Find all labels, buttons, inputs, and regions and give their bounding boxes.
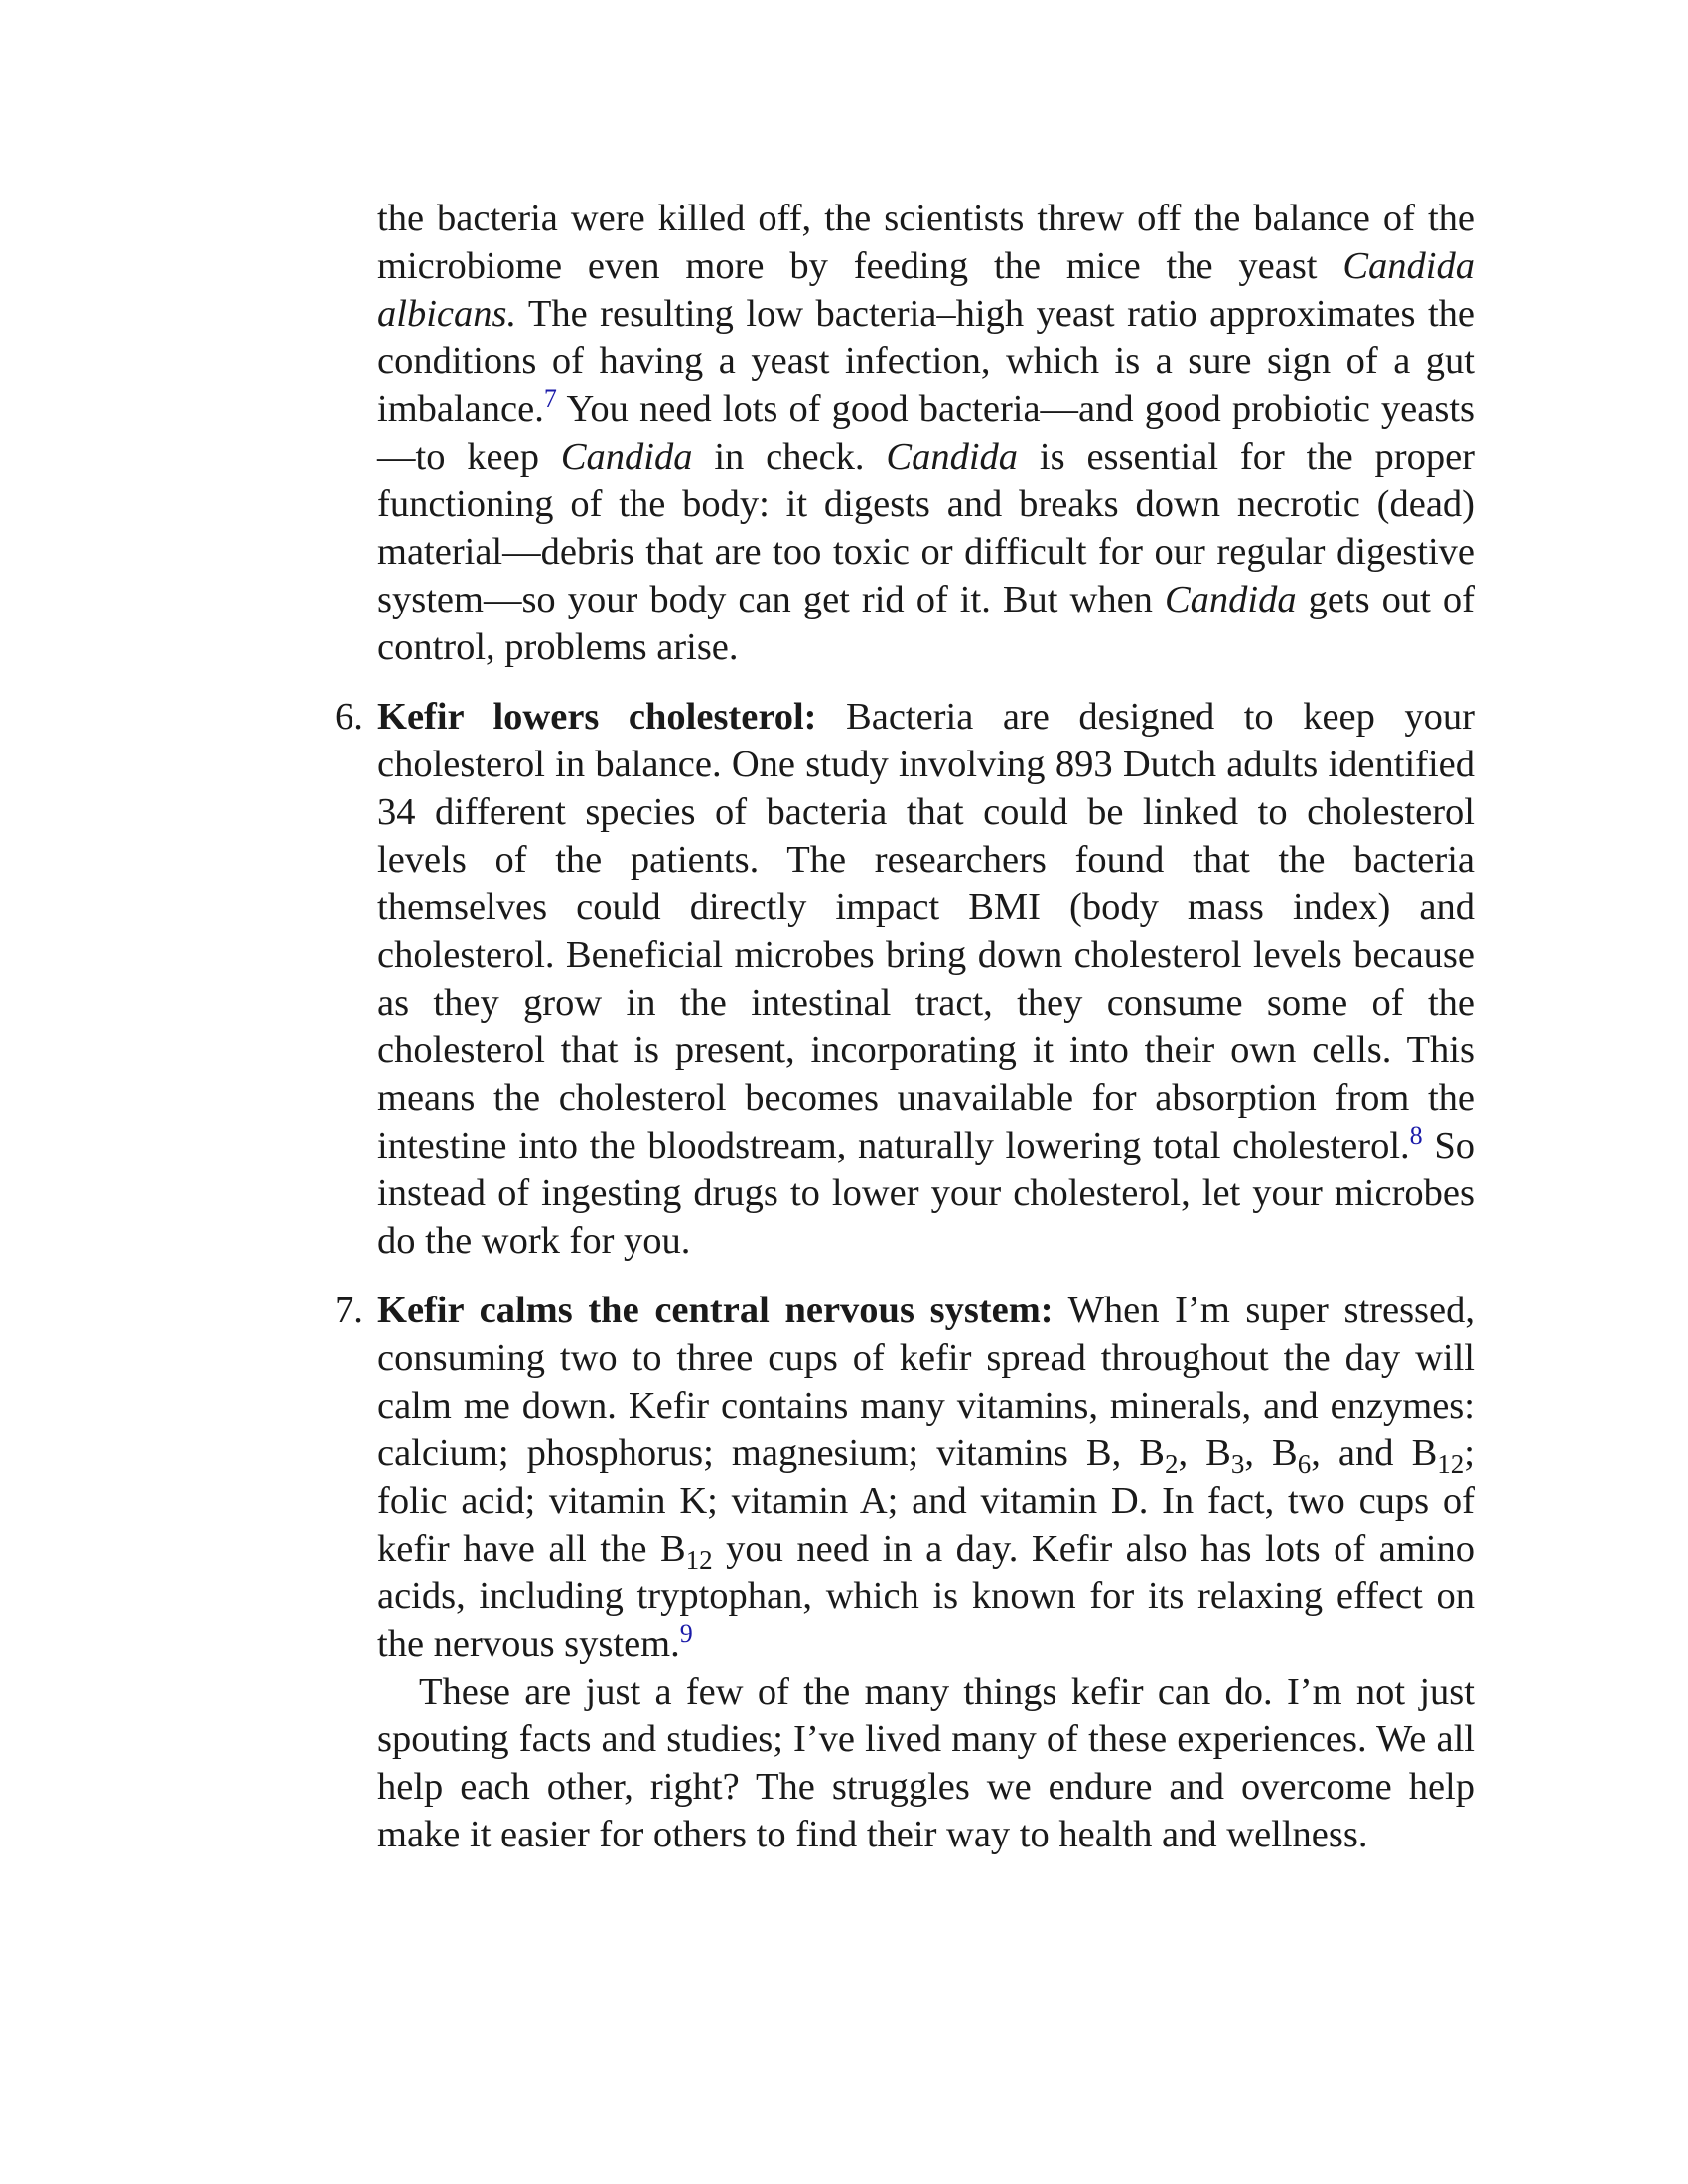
text-run: , B [1178, 1433, 1231, 1474]
text-run: gets out of control, problems arise. [377, 579, 1475, 668]
subscript: 3 [1230, 1449, 1245, 1479]
italic-species-name: Candida albicans. [377, 245, 1475, 335]
text-run: The resulting low bacteria–high yeast ratio approximates the conditions of having a yeast infection, which is a sure sign of a gut imbalance. [377, 293, 1475, 430]
text-run: in check. [692, 436, 887, 478]
text-run: , and B [1311, 1433, 1438, 1474]
italic-species-name: Candida [1164, 579, 1297, 620]
text-run: the bacteria were killed off, the scientists threw off the balance of the microbiome even more by feeding the mice the yeast [377, 198, 1475, 287]
item-heading: Kefir lowers cholesterol: [377, 696, 817, 738]
text-run: ; folic acid; vitamin K; vitamin A; and vitamin D. In fact, two cups of kefir have all the B [377, 1433, 1475, 1570]
text-run: is essential for the proper functioning of the body: it digests and breaks down necrotic (dead) material—debris that are too toxic or difficult for our regular digestive system—so your body can get rid of it. But when [377, 436, 1475, 620]
continued-paragraph [377, 195, 1475, 671]
item-heading: Kefir calms the central nervous system: [377, 1290, 1054, 1331]
text-run: you need in a day. Kefir also has lots of amino acids, including tryptophan, which is known for its relaxing effect on the nervous system. [377, 1528, 1475, 1665]
list-number: 7. [335, 1290, 363, 1331]
text-run: When I’m super stressed, consuming two to three cups of kefir spread throughout the day will calm me down. Kefir contains many vitamins, minerals, and enzymes: calcium; phosphorus; magnesium; vitamins B, B [377, 1290, 1476, 1474]
subscript: 2 [1164, 1449, 1179, 1479]
footnote-ref-7[interactable]: 7 [543, 384, 557, 413]
list-item-7 [335, 1287, 1476, 1668]
subscript: 12 [1437, 1449, 1465, 1479]
italic-species-name: Candida [560, 436, 693, 478]
closing-paragraph: These are just a few of the many things kefir can do. I’m not just spouting facts and studies; I’ve lived many of these experiences. We all help each other, right? The struggles we endure and overcome help make it easier for others to find their way to health and wellness. [377, 1671, 1475, 1855]
text-run: Bacteria are designed to keep your cholesterol in balance. One study involving 893 Dutch adults identified 34 different species of bacteria that could be linked to cholesterol levels of the patients. The researchers found that the bacteria themselves could directly impact BMI (body mass index) and cholesterol. Beneficial microbes bring down cholesterol levels because as they grow in the intestinal tract, they consume some of the cholesterol that is present, incorporating it into their own cells. This means the cholesterol becomes unavailable for absorption from the intestine into the bloodstream, naturally lowering total cholesterol. [377, 696, 1475, 1166]
list-item-6 [335, 693, 1475, 1265]
text-run: You need lots of good bacteria—and good probiotic yeasts—to keep [377, 388, 1475, 478]
text-run: So instead of ingesting drugs to lower your cholesterol, let your microbes do the work for you. [377, 1125, 1475, 1262]
list-number: 6. [335, 696, 363, 738]
footnote-ref-9[interactable]: 9 [679, 1619, 693, 1648]
page-body [335, 195, 1476, 1858]
subscript: 12 [685, 1545, 713, 1574]
italic-species-name: Candida [886, 436, 1019, 478]
footnote-ref-8[interactable]: 8 [1409, 1121, 1423, 1150]
subscript: 6 [1297, 1449, 1312, 1479]
text-run: , B [1244, 1433, 1298, 1474]
